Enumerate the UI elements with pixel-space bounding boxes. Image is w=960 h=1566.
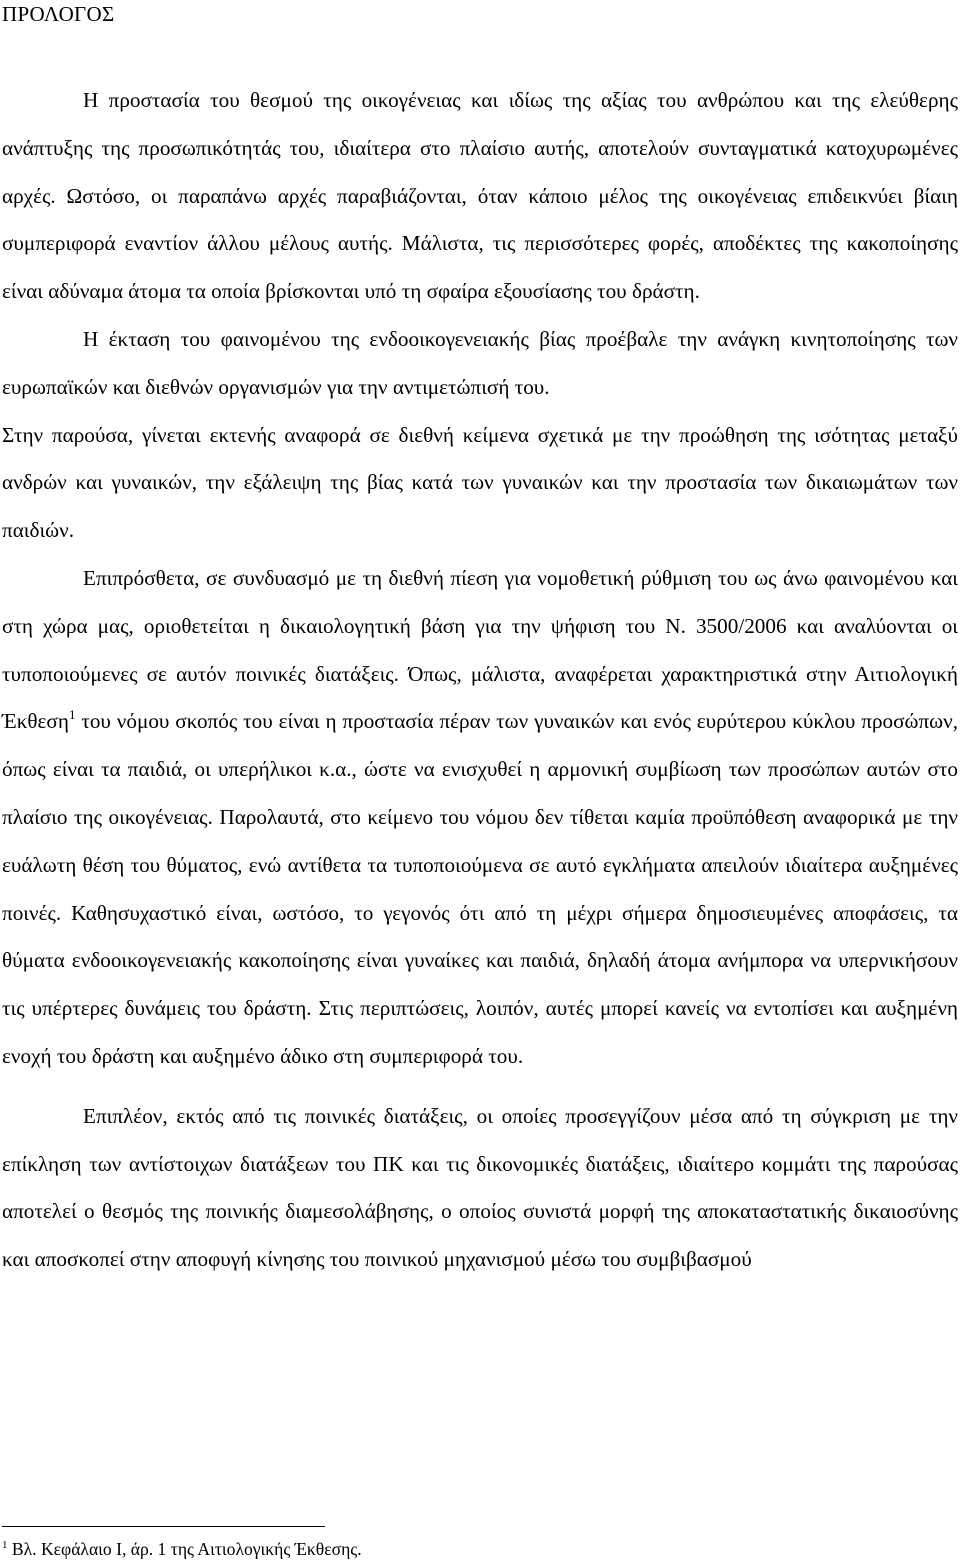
paragraph-4 — [2, 555, 958, 1081]
paragraph-4-text-end: του νόμου σκοπός του είναι η προστασία πέραν των γυναικών και ενός ευρύτερου κύκλου προσώπων, όπως είναι τα παιδιά, οι υπερήλικοι κ.α., ώστε να ενισχυθεί η αρμονική συμβίωση των προσώπων αυτών στο πλαίσιο της οικογένειας. Παρολαυτά, στο κείμενο του νόμου δεν τίθεται καμία προϋπόθεση αναφορικά με την ευάλωτη θέση του θύματος, ενώ αντίθετα τα τυποποιούμενα σε αυτό εγκλήματα απειλούν ιδιαίτερα αυξημένες ποινές. Καθησυχαστικό είναι, ωστόσο, το γεγονός ότι από τη μέχρι σήμερα δημοσιευμένες αποφάσεις, τα θύματα ενδοοικογενειακής κακοποίησης είναι γυναίκες και παιδιά, δηλαδή άτομα ανήμπορα να υπερνικήσουν τις υπέρτερες δυνάμεις του δράστη. Στις περιπτώσεις, λοιπόν, αυτές μπορεί κανείς να εντοπίσει και αυξημένη ενοχή του δράστη και αυξημένο άδικο στη συμπεριφορά του. — [2, 709, 958, 1068]
footnote-divider — [2, 1526, 325, 1527]
page-title: ΠΡΟΛΟΓΟΣ — [2, 2, 115, 26]
footnote-reference: 1 — [68, 707, 76, 723]
paragraph-5: Επιπλέον, εκτός από τις ποινικές διατάξεις, οι οποίες προσεγγίζουν μέσα από τη σύγκριση με την επίκληση των αντίστοιχων διατάξεων του ΠΚ και τις δικονομικές διατάξεις, ιδιαίτερο κομμάτι της παρούσας αποτελεί ο θεσμός της ποινικής διαμεσολάβησης, ο οποίος συνιστά μορφή της αποκαταστατικής δικαιοσύνης και αποσκοπεί στην αποφυγή κίνησης του ποινικού μηχανισμού μέσω του συμβιβασμού — [2, 1103, 958, 1272]
footnote — [2, 1537, 362, 1561]
footnote-number: 1 — [2, 1539, 8, 1551]
paragraph-1: Η προστασία του θεσμού της οικογένειας και ιδίως της αξίας του ανθρώπου και της ελεύθερης ανάπτυξης της προσωπικότητάς του, ιδιαίτερα στο πλαίσιο αυτής, αποτελούν συνταγματικά κατοχυρωμένες αρχές. Ωστόσο, οι παραπάνω αρχές παραβιάζονται, όταν κάποιο μέλος της οικογένειας επιδεικνύει βίαιη συμπεριφορά εναντίον άλλου μέλους αυτής. Μάλιστα, τις περισσότερες φορές, αποδέκτες της κακοποίησης είναι αδύναμα άτομα τα οποία βρίσκονται υπό τη σφαίρα εξουσίασης του δράστη. — [2, 88, 958, 304]
footnote-text: Βλ. Κεφάλαιο Ι, άρ. 1 της Αιτιολογικής Έκθεσης. — [7, 1539, 362, 1559]
paragraph-3: Στην παρούσα, γίνεται εκτενής αναφορά σε διεθνή κείμενα σχετικά με την προώθηση της ισότητας μεταξύ ανδρών και γυναικών, την εξάλειψη της βίας κατά των γυναικών και την προστασία των δικαιωμάτων των παιδιών. — [2, 422, 958, 543]
document-body — [2, 77, 958, 1284]
paragraph-4-text-start: Επιπρόσθετα, σε συνδυασμό με τη διεθνή πίεση για νομοθετική ρύθμιση του ως άνω φαινομένου και στη χώρα μας, οριοθετείται η δικαιολογητική βάση για την ψήφιση του Ν. 3500/2006 και αναλύονται οι τυποποιούμενες σε αυτόν ποινικές διατάξεις. Όπως, μάλιστα, αναφέρεται χαρακτηριστικά στην Αιτιολογική Έκθεση — [2, 565, 958, 734]
paragraph-2: Η έκταση του φαινομένου της ενδοοικογενειακής βίας προέβαλε την ανάγκη κινητοποίησης των ευρωπαϊκών και διεθνών οργανισμών για την αντιμετώπισή του. — [2, 326, 958, 399]
